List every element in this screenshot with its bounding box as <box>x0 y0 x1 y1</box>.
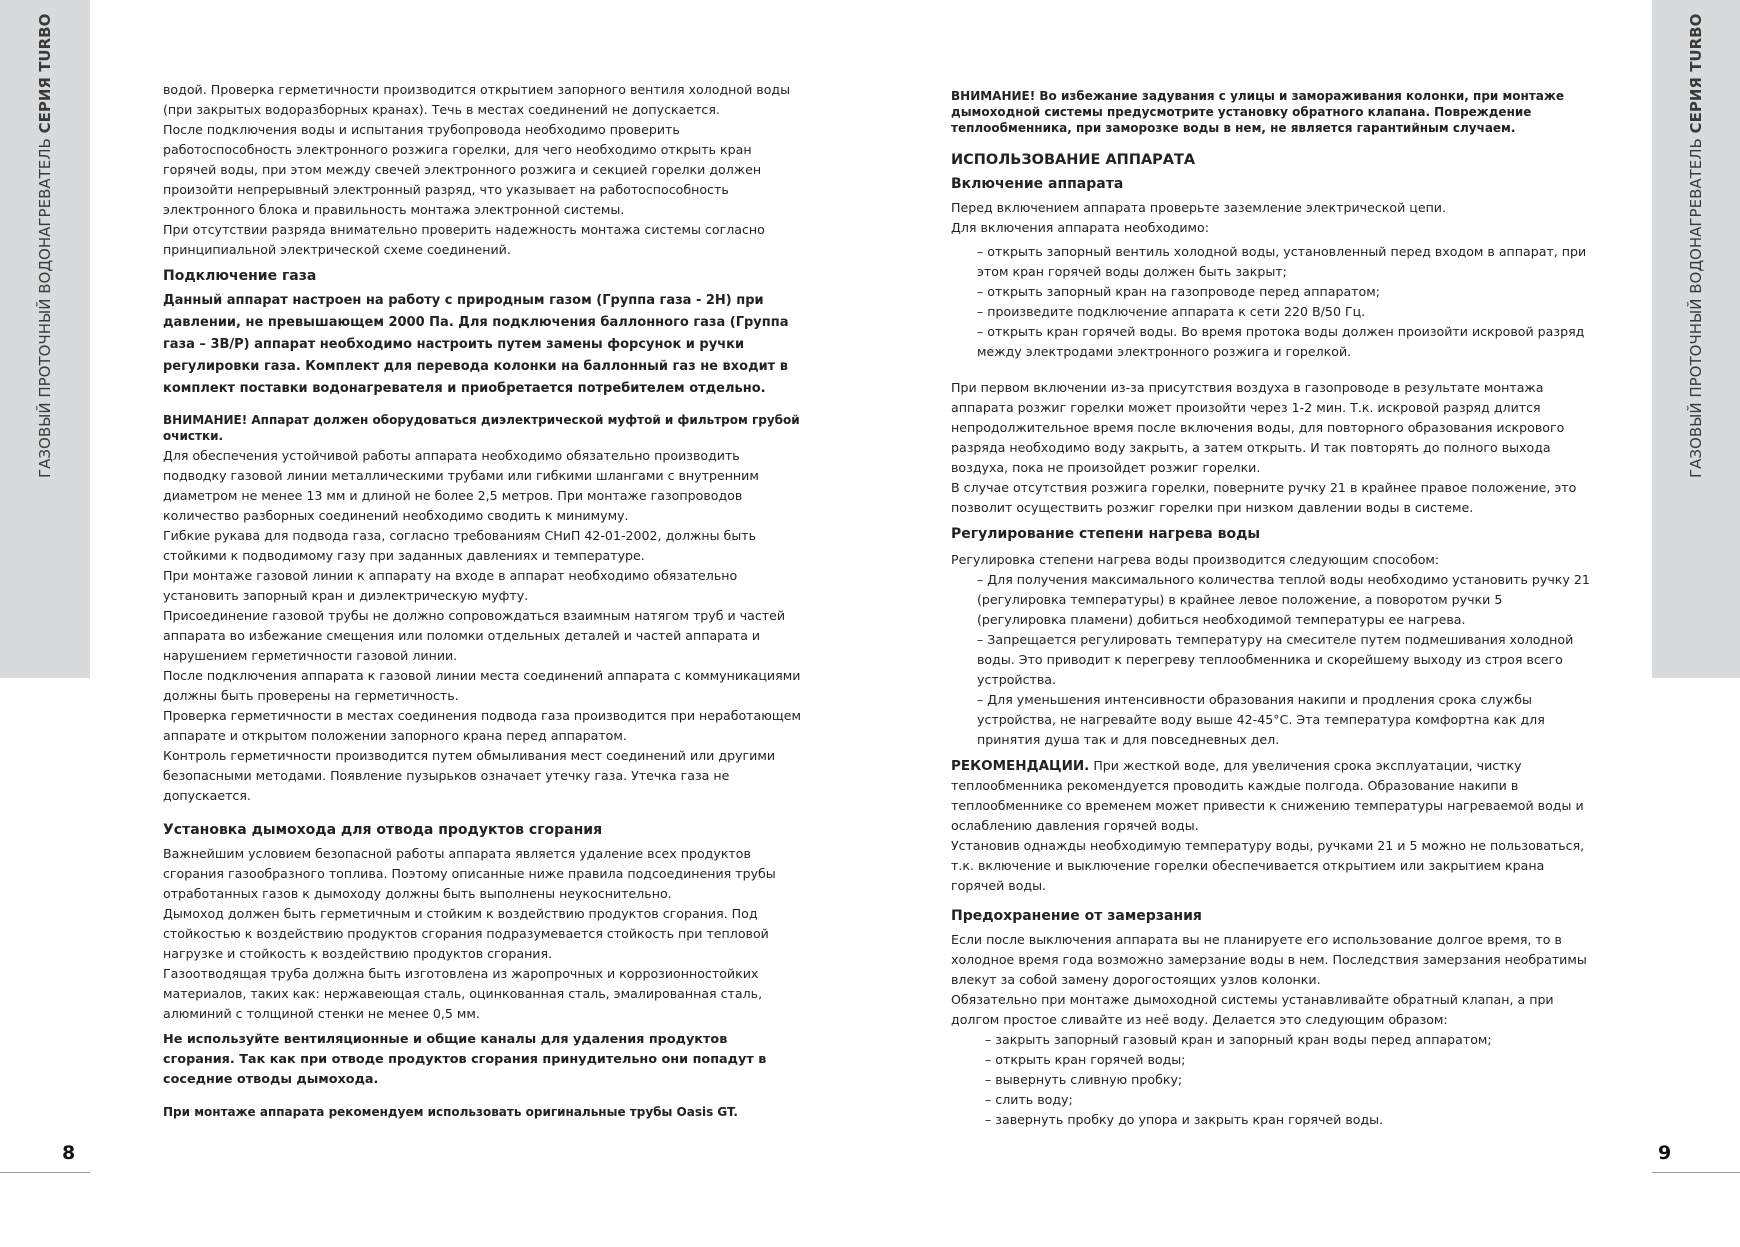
paragraph: Перед включением аппарата проверьте заземление электрической цепи. <box>951 200 1446 215</box>
list-item: – закрыть запорный газовый кран и запорный кран воды перед аппаратом; <box>985 1032 1492 1047</box>
left-side-band <box>0 0 90 678</box>
gas-connection-heading: Подключение газа <box>163 268 317 284</box>
paragraph: Проверка герметичности в местах соединения подвода газа производится при неработающем аппарате и открытом положении запорного крана перед аппаратом. <box>163 708 801 743</box>
bottom-rule-right <box>1652 1172 1740 1173</box>
list-item: – слить воду; <box>985 1092 1073 1107</box>
paragraph: Для обеспечения устойчивой работы аппарата необходимо обязательно производить подводку газовой линии металлическими трубами или гибкими шлангами с внутренним диаметром не менее 13 мм и длиной не более 2,5 метров. При монтаже газопроводов количество разборных соединений необходимо сводить к минимуму. <box>163 448 759 523</box>
paragraph: В случае отсутствия розжига горелки, поверните ручку 21 в крайнее правое положение, это позволит осуществить розжиг горелки при низком давлении воды в системе. <box>951 480 1577 515</box>
side-label-series: СЕРИЯ TURBO <box>1687 13 1705 134</box>
paragraph: После подключения воды и испытания трубопровода необходимо проверить работоспособность электронного розжига горелки, для чего необходимо открыть кран горячей воды, при этом между свечей электронного розжига и секцией горелки должен произойти непрерывный электронный разряд, что указывает на работоспособность электронного блока и правильность монтажа электронной системы. <box>163 122 762 217</box>
recommendations-text: При жесткой воде, для увеличения срока эксплуатации, чистку теплообменника рекомендуется проводить каждые полгода. Образование накипи в теплообменнике со временем может привести к снижению температуры нагреваемой воды и ослаблению давления горячей воды. <box>951 758 1584 833</box>
paragraph: Контроль герметичности производится путем обмыливания мест соединений или другими безопасными методами. Появление пузырьков означает утечку газа. Утечка газа не допускается. <box>163 748 776 803</box>
side-label-text: ГАЗОВЫЙ ПРОТОЧНЫЙ ВОДОНАГРЕВАТЕЛЬ <box>36 138 54 478</box>
switch-on-heading: Включение аппарата <box>951 176 1124 192</box>
switch-on-list <box>951 242 1591 362</box>
page-number-right: 9 <box>1658 1142 1672 1164</box>
paragraph: Если после выключения аппарата вы не планируете его использование долгое время, то в холодное время года возможно замерзание воды в нем. Последствия замерзания необратимы влекут за собой замену дорогостоящих узлов колонки. <box>951 932 1587 987</box>
gas-warning: ВНИМАНИЕ! Аппарат должен оборудоваться диэлектрической муфтой и фильтром грубой очистки. <box>163 413 800 443</box>
side-label-series: СЕРИЯ TURBO <box>36 13 54 134</box>
gas-bold-paragraph: Данный аппарат настроен на работу с природным газом (Группа газа - 2Н) при давлении, не превышающем 2000 Па. Для подключения баллонного газа (Группа газа – 3В/Р) аппарат необходимо настроить путем замены форсунок и ручки регулировки газа. Комплект для перевода колонки на баллонный газ не входит в комплект поставки водонагревателя и приобретается потребителем отдельно. <box>163 293 789 396</box>
right-page-content <box>951 80 1591 1130</box>
recommendations-paragraph <box>951 756 1591 836</box>
paragraph: Регулировка степени нагрева воды производится следующим способом: <box>951 552 1440 567</box>
list-item: – открыть кран горячей воды. Во время протока воды должен произойти искровой разряд между электродами электронного розжига и горелкой. <box>977 324 1585 359</box>
paragraph: При отсутствии разряда внимательно проверить надежность монтажа системы согласно принципиальной электрической схеме соединений. <box>163 222 765 257</box>
frost-protection-heading: Предохранение от замерзания <box>951 908 1202 924</box>
usage-heading: ИСПОЛЬЗОВАНИЕ АППАРАТА <box>951 152 1196 168</box>
paragraph: При первом включении из-за присутствия воздуха в газопроводе в результате монтажа аппарата розжиг горелки может произойти через 1-2 мин. Т.к. искровой разряд длится непродолжительное время после включения воды, для повторного образования искрового разряда необходимо воду закрыть, а затем открыть. И так повторять до полного выхода воздуха, пока не произойдет розжиг горелки. <box>951 380 1565 475</box>
paragraph: При монтаже газовой линии к аппарату на входе в аппарат необходимо обязательно установить запорный кран и диэлектрическую муфту. <box>163 568 738 603</box>
list-item: – произведите подключение аппарата к сети 220 В/50 Гц. <box>977 304 1366 319</box>
left-page-content <box>163 80 803 1122</box>
page-number-left: 8 <box>62 1142 76 1164</box>
list-item: – Для уменьшения интенсивности образования накипи и продления срока службы устройства, не нагревайте воду выше 42-45°С. Эта температура комфортна как для принятия душа так и для повседневных дел. <box>977 692 1545 747</box>
top-warning: ВНИМАНИЕ! Во избежание задувания с улицы и замораживания колонки, при монтаже дымоходной системы предусмотрите установку обратного клапана. Повреждение теплообменника, при заморозке воды в нем, не является гарантийным случаем. <box>951 89 1564 135</box>
list-item: – открыть запорный вентиль холодной воды, установленный перед входом в аппарат, при этом кран горячей воды должен быть закрыт; <box>977 244 1587 279</box>
list-item: – вывернуть сливную пробку; <box>985 1072 1183 1087</box>
paragraph: Важнейшим условием безопасной работы аппарата является удаление всех продуктов сгорания газообразного топлива. Поэтому описанные ниже правила подсоединения трубы отработанных газов к дымоходу должны быть выполнены неукоснительно. <box>163 846 776 901</box>
flue-note: При монтаже аппарата рекомендуем использовать оригинальные трубы Oasis GT. <box>163 1105 738 1119</box>
list-item: – открыть запорный кран на газопроводе перед аппаратом; <box>977 284 1380 299</box>
paragraph: После подключения аппарата к газовой линии места соединений аппарата с коммуникациями должны быть проверены на герметичность. <box>163 668 801 703</box>
bottom-rule-left <box>0 1172 90 1173</box>
paragraph: Присоединение газовой трубы не должно сопровождаться взаимным натягом труб и частей аппарата во избежание смещения или поломки отдельных деталей и частей аппарата и нарушением герметичности газовой линии. <box>163 608 786 663</box>
paragraph: Для включения аппарата необходимо: <box>951 220 1209 235</box>
frost-list <box>951 1030 1591 1130</box>
paragraph: водой. Проверка герметичности производится открытием запорного вентиля холодной воды (при закрытых водоразборных кранах). Течь в местах соединений не допускается. <box>163 82 791 117</box>
paragraph: Газоотводящая труба должна быть изготовлена из жаропрочных и коррозионностойких материалов, таких как: нержавеющая сталь, оцинкованная сталь, эмалированная сталь, алюминий с толщиной стенки не менее 0,5 мм. <box>163 966 763 1021</box>
left-side-label <box>0 0 90 678</box>
recommendations-label: РЕКОМЕНДАЦИИ. <box>951 758 1090 774</box>
regulation-list <box>951 570 1591 750</box>
regulation-heading: Регулирование степени нагрева воды <box>951 526 1261 542</box>
right-side-band <box>1652 0 1740 678</box>
list-item: – Для получения максимального количества теплой воды необходимо установить ручку 21 (регулировка температуры) в крайнее левое положение, а поворотом ручки 5 (регулировка пламени) добиться необходимой температуры ее нагрева. <box>977 572 1590 627</box>
right-side-label <box>1652 0 1740 678</box>
paragraph: Обязательно при монтаже дымоходной системы устанавливайте обратный клапан, а при долгом простое сливайте из неё воду. Делается это следующим образом: <box>951 992 1554 1027</box>
list-item: – Запрещается регулировать температуру на смесителе путем подмешивания холодной воды. Это приводит к перегреву теплообменника и скорейшему выходу из строя всего устройства. <box>977 632 1574 687</box>
list-item: – открыть кран горячей воды; <box>985 1052 1186 1067</box>
paragraph: Установив однажды необходимую температуру воды, ручками 21 и 5 можно не пользоваться, т.к. включение и выключение горелки обеспечивается открытием или закрытием крана горячей воды. <box>951 838 1585 893</box>
flue-heading: Установка дымохода для отвода продуктов сгорания <box>163 822 603 838</box>
side-label-text: ГАЗОВЫЙ ПРОТОЧНЫЙ ВОДОНАГРЕВАТЕЛЬ <box>1687 138 1705 478</box>
paragraph: Дымоход должен быть герметичным и стойким к воздействию продуктов сгорания. Под стойкостью к воздействию продуктов сгорания подразумевается стойкость при тепловой нагрузке и стойкость к воздействию продуктов сгорания. <box>163 906 769 961</box>
paragraph: Гибкие рукава для подвода газа, согласно требованиям СНиП 42-01-2002, должны быть стойкими к подводимому газу при заданных давлениях и температуре. <box>163 528 757 563</box>
flue-bold-paragraph: Не используйте вентиляционные и общие каналы для удаления продуктов сгорания. Так как при отводе продуктов сгорания принудительно они попадут в соседние отводы дымохода. <box>163 1032 767 1087</box>
list-item: – завернуть пробку до упора и закрыть кран горячей воды. <box>985 1112 1384 1127</box>
